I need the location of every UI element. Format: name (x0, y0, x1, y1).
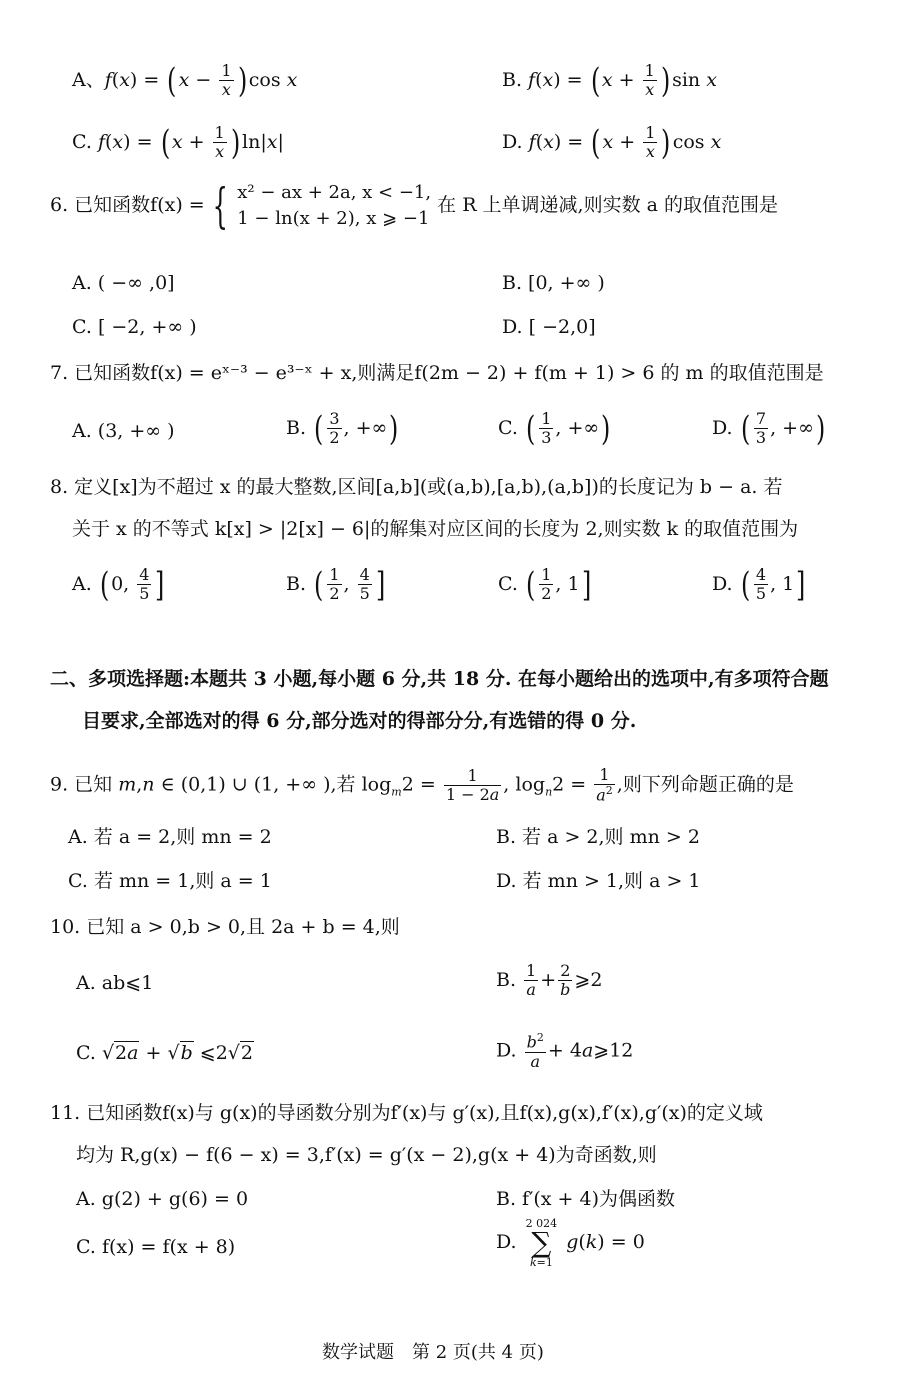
q6-option-d: D. [ −2,0] (502, 316, 596, 338)
section-2-heading-line2: 目要求,全部选对的得 6 分,部分选对的得部分分,有选错的得 0 分. (82, 710, 637, 732)
q10-option-c: C. √2a + √b ⩽2√2 (76, 1042, 253, 1064)
q7-option-d: D. ( $\frac{7}{3}$ , +∞) (712, 408, 826, 449)
q11-option-d: D. 2 024 ∑ k=1 g(k) = 0 (496, 1217, 645, 1269)
q10-option-d: D. $\frac{b^2}{a}$ + 4a⩾12 (496, 1031, 634, 1071)
q10-option-a: A. ab⩽1 (76, 972, 154, 994)
q6-case-1: x² − ax + 2a, x < −1, (237, 182, 432, 203)
section-2-heading-line1: 二、多项选择题:本题共 3 小题,每小题 6 分,共 18 分. 在每小题给出的选项中,有多项符合题 (50, 668, 829, 690)
q11-stem-line2: 均为 R,g(x) − f(6 − x) = 3,f′(x) = g′(x − 2),g(x + 4)为奇函数,则 (76, 1144, 657, 1166)
q9-option-b: B. 若 a > 2,则 mn > 2 (496, 826, 700, 848)
q6-case-2: 1 − ln(x + 2), x ⩾ −1 (237, 208, 430, 230)
q9-stem: 9. 已知 m,n ∈ (0,1) ∪ (1, +∞ ),若 $\log_m2$ = $\frac{1}{1 - 2a}$ , $\log_n2$ = $\frac{1}{a^2}$ ,则下列命题正确的是 (50, 765, 794, 805)
q11-stem-line1: 11. 已知函数f(x)与 g(x)的导函数分别为f′(x)与 g′(x),且f(x),g(x),f′(x),g′(x)的定义域 (50, 1102, 763, 1124)
brace-symbol: { (212, 177, 228, 234)
page-footer: 数学试题 第 2 页(共 4 页) (322, 1342, 544, 1363)
q7-option-b: B. ( $\frac{3}{2}$ , +∞) (286, 408, 399, 449)
q8-option-c: C. ( $\frac{1}{2}$ , 1] (498, 564, 591, 605)
q8-option-d: D. ( $\frac{4}{5}$ , 1] (712, 564, 806, 605)
q7-stem: 7. 已知函数f(x) = eˣ⁻³ − e³⁻ˣ + x,则满足f(2m − 2) + f(m + 1) > 6 的 m 的取值范围是 (50, 362, 824, 384)
q10-option-b: B. $\frac{1}{a}$ + $\frac{2}{b}$ ⩾2 (496, 961, 603, 1000)
q5-option-b: B. f(x) = ( x + $\frac{1}{x}$ ) sin x (502, 60, 717, 101)
q7-option-a: A. (3, +∞ ) (72, 420, 175, 442)
q6-stem-a: 6. 已知函数f(x) = (50, 194, 205, 217)
q6-option-b: B. [0, +∞ ) (502, 272, 605, 294)
q5-option-c: C. f(x) = ( x + $\frac{1}{x}$ ) ln|x| (72, 122, 284, 163)
q5-option-a: A、f(x) = ( x − $\frac{1}{x}$ ) cos x (72, 60, 298, 101)
q6-option-a: A. ( −∞ ,0] (72, 272, 175, 294)
q11-option-c: C. f(x) = f(x + 8) (76, 1236, 236, 1258)
q8-option-b: B. ( $\frac{1}{2}$ , $\frac{4}{5}$ ] (286, 564, 386, 605)
q11-option-a: A. g(2) + g(6) = 0 (76, 1188, 249, 1210)
q5-option-d: D. f(x) = ( x + $\frac{1}{x}$ ) cos x (502, 122, 722, 163)
q6-stem-b: 在 R 上单调递减,则实数 a 的取值范围是 (437, 194, 779, 217)
q11-option-b: B. f′(x + 4)为偶函数 (496, 1188, 676, 1210)
q9-option-d: D. 若 mn > 1,则 a > 1 (496, 870, 701, 892)
q8-stem-line1: 8. 定义[x]为不超过 x 的最大整数,区间[a,b](或(a,b),[a,b),(a,b])的长度记为 b − a. 若 (50, 476, 783, 498)
q8-option-a: A. ( 0, $\frac{4}{5}$ ] (72, 564, 165, 605)
q7-option-c: C. ( $\frac{1}{3}$ , +∞) (498, 408, 611, 449)
q9-option-a: A. 若 a = 2,则 mn = 2 (68, 826, 272, 848)
q6-piecewise (237, 180, 431, 232)
q9-option-c: C. 若 mn = 1,则 a = 1 (68, 870, 272, 892)
q6-stem (50, 177, 779, 234)
q10-stem: 10. 已知 a > 0,b > 0,且 2a + b = 4,则 (50, 916, 400, 938)
q8-stem-line2: 关于 x 的不等式 k[x] > |2[x] − 6|的解集对应区间的长度为 2,则实数 k 的取值范围为 (72, 518, 799, 540)
q6-option-c: C. [ −2, +∞ ) (72, 316, 197, 338)
